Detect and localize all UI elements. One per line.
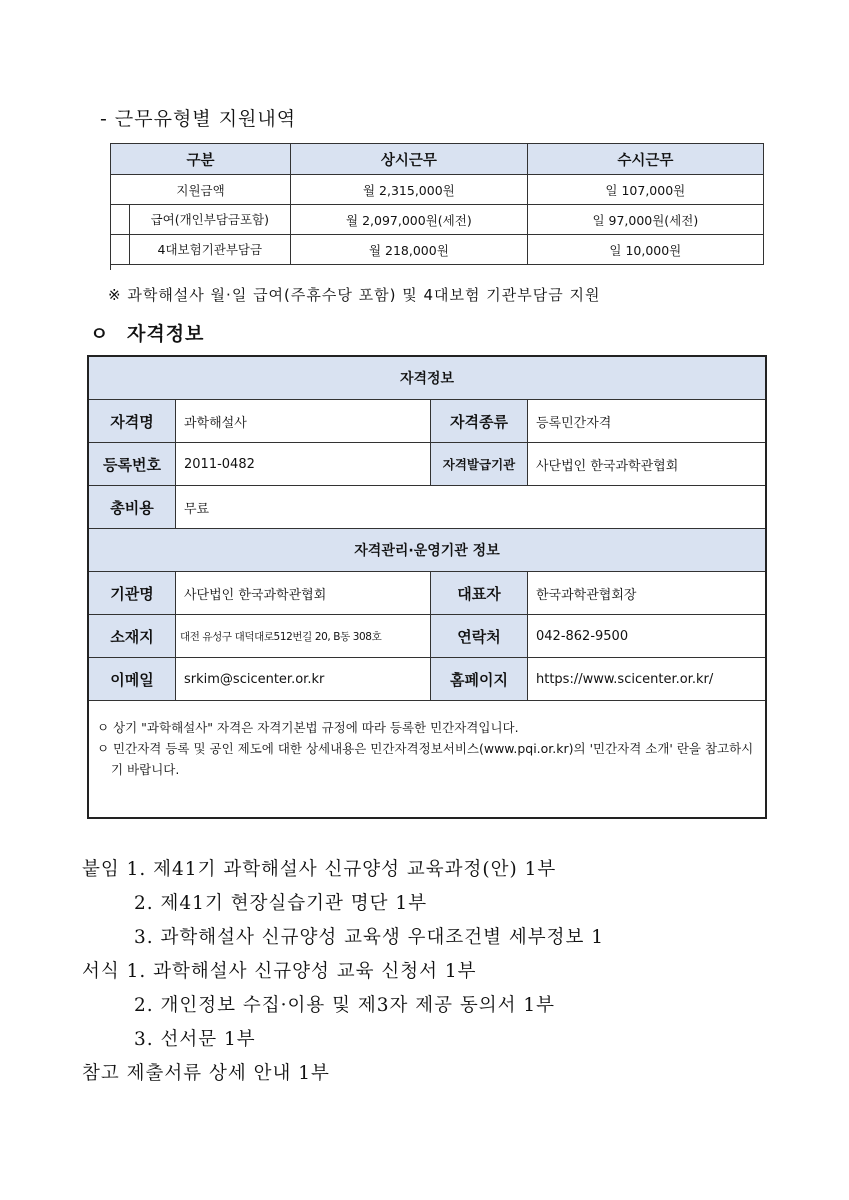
- qual-org-title: 자격관리·운영기관 정보: [88, 529, 766, 572]
- form-line-2: 2. 개인정보 수집·이용 및 제3자 제공 동의서 1부: [134, 995, 556, 1016]
- support-row-regular: 월 2,315,000원: [291, 175, 528, 205]
- table-row: [88, 443, 766, 486]
- support-row-occasional: 일 97,000원(세전): [527, 205, 763, 235]
- support-row-regular: 월 2,097,000원(세전): [291, 205, 528, 235]
- support-row-label: [111, 205, 291, 235]
- qual-cost-value: 무료: [176, 486, 767, 529]
- attachment-line-3: 3. 과학해설사 신규양성 교육생 우대조건별 세부정보 1: [134, 927, 604, 948]
- qual-home-label: 홈페이지: [431, 658, 528, 701]
- qual-table: [87, 355, 767, 819]
- qual-note-2: ㅇ 민간자격 등록 및 공인 제도에 대한 상세내용은 민간자격정보서비스(www.pqi.or.kr)의 '민간자격 소개' 란을 참고하시기 바랍니다.: [97, 741, 754, 777]
- support-table-header: [111, 144, 764, 175]
- form-line-1: 서식 1. 과학해설사 신규양성 교육 신청서 1부: [82, 961, 477, 982]
- qual-issuer-value: 사단법인 한국과학관협회: [528, 443, 767, 486]
- qual-org-value: 사단법인 한국과학관협회: [176, 572, 431, 615]
- support-header-regular: 상시근무: [291, 144, 528, 175]
- support-header-occasional: 수시근무: [527, 144, 763, 175]
- support-row-label-inner: 4대보험기관부담금: [129, 235, 291, 264]
- qual-reg-value: 2011-0482: [176, 443, 431, 486]
- support-row-regular: 월 218,000원: [291, 235, 528, 265]
- qual-addr-value: 대전 유성구 대덕대로512번길 20, B동 308호: [176, 615, 431, 658]
- qual-note-1: ㅇ 상기 "과학해설사" 자격은 자격기본법 규정에 따라 등록한 민간자격입니다.: [97, 720, 519, 735]
- support-row-label: [111, 235, 291, 265]
- table-row: [111, 205, 764, 235]
- table-row: [111, 175, 764, 205]
- qual-notes: [88, 701, 766, 819]
- qual-cost-label: 총비용: [88, 486, 176, 529]
- qual-contact-label: 연락처: [431, 615, 528, 658]
- qual-org-label: 기관명: [88, 572, 176, 615]
- table-row: [88, 486, 766, 529]
- qual-issuer-label: 자격발급기관: [431, 443, 528, 486]
- support-row-label-inner: 급여(개인부담금포함): [129, 205, 291, 234]
- support-row-label: 지원금액: [111, 175, 291, 205]
- support-header-category: 구분: [111, 144, 291, 175]
- qual-table-title: 자격정보: [88, 356, 766, 400]
- qual-rep-label: 대표자: [431, 572, 528, 615]
- table-row: [88, 572, 766, 615]
- qual-home-value: https://www.scicenter.or.kr/: [528, 658, 767, 701]
- attachment-line-1: 붙임 1. 제41기 과학해설사 신규양성 교육과정(안) 1부: [82, 859, 557, 880]
- bullet-icon: ㅇ: [90, 323, 110, 345]
- table-row: [88, 615, 766, 658]
- support-section-title: - 근무유형별 지원내역: [100, 108, 297, 130]
- support-left-border: [110, 172, 111, 270]
- table-row: [88, 658, 766, 701]
- support-row-occasional: 일 107,000원: [527, 175, 763, 205]
- form-line-3: 3. 선서문 1부: [134, 1029, 256, 1050]
- qual-type-label: 자격종류: [431, 400, 528, 443]
- qual-section-heading: [90, 319, 204, 346]
- attachment-line-2: 2. 제41기 현장실습기관 명단 1부: [134, 893, 428, 914]
- table-row: [88, 400, 766, 443]
- qual-rep-value: 한국과학관협회장: [528, 572, 767, 615]
- reference-line: 참고 제출서류 상세 안내 1부: [82, 1063, 330, 1084]
- qual-type-value: 등록민간자격: [528, 400, 767, 443]
- qual-reg-label: 등록번호: [88, 443, 176, 486]
- support-note: ※ 과학해설사 월·일 급여(주휴수당 포함) 및 4대보험 기관부담금 지원: [108, 286, 601, 304]
- support-table: [110, 143, 764, 265]
- qual-name-label: 자격명: [88, 400, 176, 443]
- support-row-occasional: 일 10,000원: [527, 235, 763, 265]
- qual-email-label: 이메일: [88, 658, 176, 701]
- qual-contact-value: 042-862-9500: [528, 615, 767, 658]
- qual-name-value: 과학해설사: [176, 400, 431, 443]
- qual-section-title: 자격정보: [126, 323, 205, 345]
- qual-addr-label: 소재지: [88, 615, 176, 658]
- table-row: [111, 235, 764, 265]
- qual-email-value: srkim@scicenter.or.kr: [176, 658, 431, 701]
